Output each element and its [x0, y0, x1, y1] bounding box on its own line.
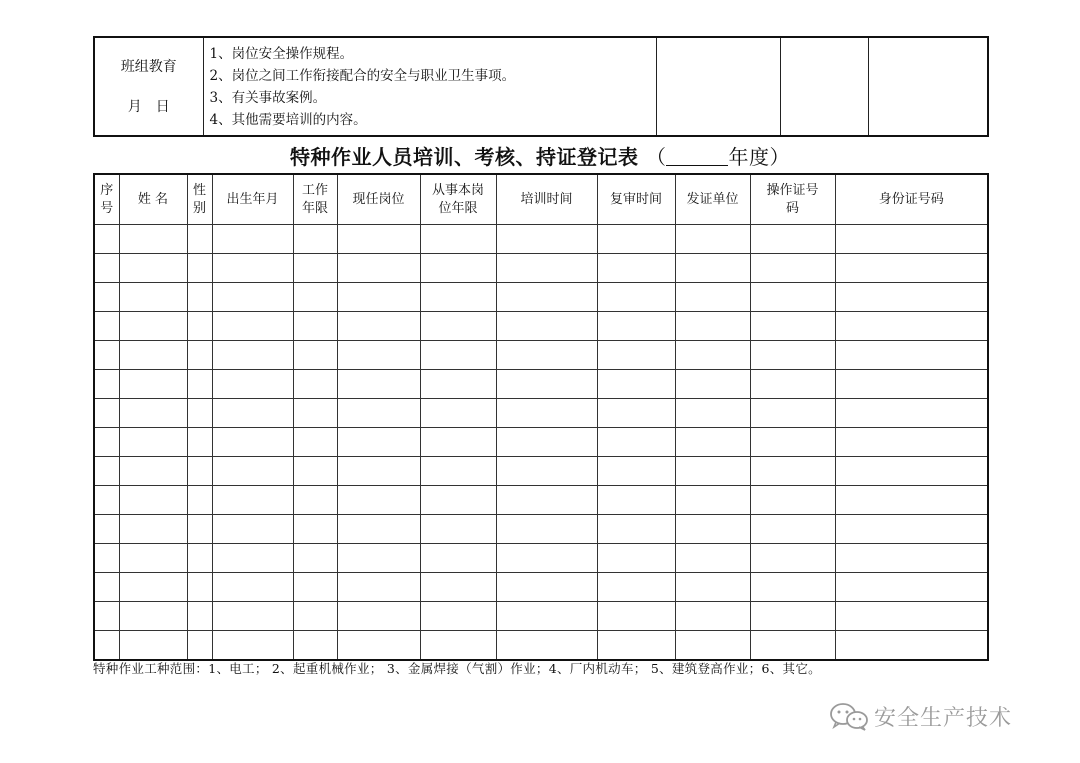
- table-row: [94, 515, 988, 544]
- table-cell[interactable]: [119, 399, 187, 428]
- table-cell[interactable]: [293, 602, 337, 631]
- registration-table: [93, 173, 989, 661]
- table-cell[interactable]: [420, 631, 496, 661]
- table-cell[interactable]: [835, 312, 988, 341]
- table-cell[interactable]: [675, 399, 750, 428]
- table-cell[interactable]: [496, 370, 597, 399]
- table-cell[interactable]: [420, 341, 496, 370]
- table-cell[interactable]: [496, 312, 597, 341]
- table-cell[interactable]: [597, 486, 675, 515]
- column-header-text: 姓 名: [137, 191, 169, 207]
- table-cell[interactable]: [212, 225, 293, 254]
- column-header-text: 操作证号: [766, 182, 819, 198]
- table-cell[interactable]: [212, 254, 293, 283]
- table-cell[interactable]: [337, 254, 420, 283]
- column-header-text: 从事本岗: [431, 182, 484, 198]
- table-cell[interactable]: [835, 428, 988, 457]
- table-cell[interactable]: [94, 544, 119, 573]
- wechat-icon: [828, 701, 870, 731]
- table-cell[interactable]: [675, 457, 750, 486]
- table-cell[interactable]: [119, 602, 187, 631]
- table-row: [94, 486, 988, 515]
- table-cell[interactable]: [293, 399, 337, 428]
- table-cell[interactable]: [187, 341, 212, 370]
- table-cell[interactable]: [187, 225, 212, 254]
- table-cell[interactable]: [94, 486, 119, 515]
- table-cell[interactable]: [835, 254, 988, 283]
- table-cell[interactable]: [750, 631, 835, 661]
- table-cell[interactable]: [496, 457, 597, 486]
- table-cell[interactable]: [119, 225, 187, 254]
- column-header: [337, 174, 420, 225]
- table-cell[interactable]: [187, 283, 212, 312]
- table-cell[interactable]: [119, 486, 187, 515]
- table-row: [94, 602, 988, 631]
- table-row: [94, 225, 988, 254]
- table-cell[interactable]: [496, 428, 597, 457]
- table-cell[interactable]: [420, 573, 496, 602]
- table-cell[interactable]: [212, 544, 293, 573]
- table-cell[interactable]: [293, 457, 337, 486]
- table-cell[interactable]: [675, 602, 750, 631]
- job-scope-footnote: 特种作业工种范围：1、电工； 2、起重机械作业； 3、金属焊接（气割）作业；4、厂内机动车； 5、建筑登高作业；6、其它。: [93, 661, 821, 676]
- table-cell[interactable]: [337, 573, 420, 602]
- table-cell[interactable]: [119, 573, 187, 602]
- form-title: [0, 142, 1080, 172]
- table-cell[interactable]: [420, 399, 496, 428]
- table-cell[interactable]: [293, 341, 337, 370]
- table-cell[interactable]: [94, 399, 119, 428]
- table-cell[interactable]: [212, 515, 293, 544]
- table-cell[interactable]: [675, 341, 750, 370]
- table-cell[interactable]: [675, 631, 750, 661]
- table-cell[interactable]: [496, 399, 597, 428]
- education-blank-cell[interactable]: [656, 37, 780, 136]
- table-cell[interactable]: [750, 602, 835, 631]
- table-cell[interactable]: [337, 312, 420, 341]
- table-cell[interactable]: [337, 602, 420, 631]
- column-header-text: 复审时间: [609, 191, 662, 207]
- table-cell[interactable]: [337, 283, 420, 312]
- table-cell[interactable]: [597, 283, 675, 312]
- table-cell[interactable]: [94, 428, 119, 457]
- table-cell[interactable]: [187, 428, 212, 457]
- table-cell[interactable]: [119, 254, 187, 283]
- table-cell[interactable]: [119, 544, 187, 573]
- column-header-text: 出生年月: [226, 191, 279, 207]
- column-header: [420, 174, 496, 225]
- table-cell[interactable]: [94, 283, 119, 312]
- table-cell[interactable]: [750, 428, 835, 457]
- table-cell[interactable]: [597, 428, 675, 457]
- table-row: [94, 283, 988, 312]
- table-cell[interactable]: [420, 370, 496, 399]
- table-cell[interactable]: [420, 254, 496, 283]
- table-cell[interactable]: [597, 457, 675, 486]
- table-cell[interactable]: [212, 631, 293, 661]
- column-header-text: 身份证号码: [878, 191, 944, 207]
- column-header: [187, 174, 212, 225]
- table-cell[interactable]: [675, 225, 750, 254]
- column-header-text: 性: [192, 182, 206, 198]
- table-cell[interactable]: [94, 370, 119, 399]
- table-cell[interactable]: [119, 370, 187, 399]
- watermark-text: 安全生产技术: [874, 705, 1013, 731]
- table-cell[interactable]: [750, 486, 835, 515]
- column-header-text: 号: [100, 200, 114, 216]
- education-date-label: 月 日: [127, 98, 170, 115]
- table-cell[interactable]: [94, 457, 119, 486]
- table-cell[interactable]: [750, 515, 835, 544]
- table-cell[interactable]: [187, 312, 212, 341]
- table-cell[interactable]: [496, 283, 597, 312]
- table-cell[interactable]: [675, 428, 750, 457]
- table-row: [94, 312, 988, 341]
- table-cell[interactable]: [94, 631, 119, 661]
- education-blank-cell[interactable]: [868, 37, 988, 136]
- table-cell[interactable]: [597, 341, 675, 370]
- column-header: [750, 174, 835, 225]
- year-open-paren: （: [645, 145, 667, 169]
- column-header-text: 培训时间: [520, 191, 573, 207]
- table-cell[interactable]: [420, 457, 496, 486]
- table-cell[interactable]: [835, 486, 988, 515]
- column-header-text: 年限: [301, 200, 328, 216]
- table-cell[interactable]: [420, 544, 496, 573]
- form-title-text: 特种作业人员培训、考核、持证登记表: [290, 145, 639, 169]
- table-cell[interactable]: [293, 631, 337, 661]
- year-suffix: 年度）: [728, 145, 790, 169]
- table-cell[interactable]: [496, 573, 597, 602]
- table-cell[interactable]: [496, 515, 597, 544]
- column-header: [119, 174, 187, 225]
- table-cell[interactable]: [187, 254, 212, 283]
- table-cell[interactable]: [94, 573, 119, 602]
- column-header-text: 别: [192, 200, 206, 216]
- table-cell[interactable]: [750, 225, 835, 254]
- table-row: [94, 631, 988, 661]
- table-cell[interactable]: [212, 283, 293, 312]
- table-cell[interactable]: [597, 515, 675, 544]
- table-cell[interactable]: [835, 283, 988, 312]
- table-cell[interactable]: [496, 544, 597, 573]
- table-cell[interactable]: [750, 457, 835, 486]
- table-cell[interactable]: [337, 225, 420, 254]
- table-cell[interactable]: [94, 312, 119, 341]
- table-cell[interactable]: [420, 428, 496, 457]
- table-cell[interactable]: [496, 225, 597, 254]
- table-cell[interactable]: [597, 225, 675, 254]
- table-cell[interactable]: [212, 602, 293, 631]
- table-cell[interactable]: [119, 428, 187, 457]
- table-cell[interactable]: [293, 225, 337, 254]
- table-cell[interactable]: [212, 486, 293, 515]
- table-cell[interactable]: [337, 457, 420, 486]
- table-cell[interactable]: [337, 631, 420, 661]
- table-cell[interactable]: [94, 341, 119, 370]
- table-cell[interactable]: [496, 341, 597, 370]
- table-cell[interactable]: [420, 486, 496, 515]
- table-cell[interactable]: [597, 631, 675, 661]
- table-cell[interactable]: [212, 399, 293, 428]
- column-header: [212, 174, 293, 225]
- table-row: [94, 341, 988, 370]
- table-cell[interactable]: [496, 631, 597, 661]
- table-cell[interactable]: [94, 602, 119, 631]
- table-cell[interactable]: [187, 631, 212, 661]
- table-cell[interactable]: [119, 631, 187, 661]
- column-header: [94, 174, 119, 225]
- table-cell[interactable]: [496, 254, 597, 283]
- table-cell[interactable]: [675, 515, 750, 544]
- table-cell[interactable]: [187, 573, 212, 602]
- table-cell[interactable]: [337, 486, 420, 515]
- column-header: [597, 174, 675, 225]
- table-cell[interactable]: [293, 573, 337, 602]
- table-cell[interactable]: [496, 486, 597, 515]
- column-header: [293, 174, 337, 225]
- table-cell[interactable]: [119, 341, 187, 370]
- table-cell[interactable]: [420, 225, 496, 254]
- table-row: [94, 370, 988, 399]
- column-header-text: 发证单位: [686, 191, 739, 207]
- education-type-label: 班组教育: [120, 58, 177, 75]
- table-cell[interactable]: [293, 544, 337, 573]
- column-header-text: 序: [100, 182, 114, 198]
- table-row: [94, 573, 988, 602]
- table-cell[interactable]: [675, 254, 750, 283]
- table-cell[interactable]: [496, 602, 597, 631]
- table-cell[interactable]: [293, 486, 337, 515]
- column-header-text: 位年限: [438, 200, 478, 216]
- table-cell[interactable]: [750, 312, 835, 341]
- table-cell[interactable]: [293, 515, 337, 544]
- table-cell[interactable]: [187, 457, 212, 486]
- table-cell[interactable]: [187, 486, 212, 515]
- table-cell[interactable]: [94, 515, 119, 544]
- table-cell[interactable]: [597, 254, 675, 283]
- table-cell[interactable]: [187, 544, 212, 573]
- table-cell[interactable]: [750, 399, 835, 428]
- table-cell[interactable]: [293, 428, 337, 457]
- table-row: [94, 544, 988, 573]
- table-cell[interactable]: [119, 515, 187, 544]
- table-cell[interactable]: [119, 457, 187, 486]
- year-field: [646, 145, 790, 169]
- table-cell[interactable]: [835, 225, 988, 254]
- table-cell[interactable]: [119, 312, 187, 341]
- table-cell[interactable]: [597, 370, 675, 399]
- table-cell[interactable]: [750, 544, 835, 573]
- table-cell[interactable]: [293, 254, 337, 283]
- table-cell[interactable]: [835, 602, 988, 631]
- table-cell[interactable]: [675, 312, 750, 341]
- table-cell[interactable]: [835, 515, 988, 544]
- table-cell[interactable]: [337, 370, 420, 399]
- watermark: [828, 699, 1012, 733]
- table-row: [94, 254, 988, 283]
- table-cell[interactable]: [420, 283, 496, 312]
- table-cell[interactable]: [212, 312, 293, 341]
- table-row: [94, 428, 988, 457]
- education-item: 1、岗位安全操作规程。: [209, 45, 354, 62]
- table-cell[interactable]: [337, 544, 420, 573]
- table-cell[interactable]: [337, 428, 420, 457]
- table-cell[interactable]: [293, 370, 337, 399]
- table-row: [94, 399, 988, 428]
- table-cell[interactable]: [835, 631, 988, 661]
- table-cell[interactable]: [337, 341, 420, 370]
- table-cell[interactable]: [293, 283, 337, 312]
- education-blank-cell[interactable]: [780, 37, 868, 136]
- education-item: 2、岗位之间工作衔接配合的安全与职业卫生事项。: [209, 67, 516, 84]
- table-cell[interactable]: [420, 515, 496, 544]
- column-header: [835, 174, 988, 225]
- table-cell[interactable]: [597, 312, 675, 341]
- table-cell[interactable]: [675, 370, 750, 399]
- table-cell[interactable]: [212, 573, 293, 602]
- education-content-cell: [203, 37, 656, 136]
- table-cell[interactable]: [187, 399, 212, 428]
- table-cell[interactable]: [212, 457, 293, 486]
- year-blank-input[interactable]: [666, 145, 728, 166]
- education-label-cell: [94, 37, 203, 136]
- table-cell[interactable]: [750, 573, 835, 602]
- table-cell[interactable]: [835, 399, 988, 428]
- table-cell[interactable]: [675, 573, 750, 602]
- column-header: [496, 174, 597, 225]
- table-cell[interactable]: [835, 341, 988, 370]
- table-cell[interactable]: [835, 544, 988, 573]
- table-cell[interactable]: [212, 341, 293, 370]
- table-cell[interactable]: [119, 283, 187, 312]
- table-cell[interactable]: [337, 399, 420, 428]
- column-header-text: 工作: [301, 182, 328, 198]
- table-cell[interactable]: [337, 515, 420, 544]
- column-header-text: 码: [785, 200, 799, 216]
- table-cell[interactable]: [835, 457, 988, 486]
- table-cell[interactable]: [187, 602, 212, 631]
- table-cell[interactable]: [675, 544, 750, 573]
- column-header: [675, 174, 750, 225]
- table-cell[interactable]: [675, 283, 750, 312]
- table-cell[interactable]: [420, 602, 496, 631]
- table-cell[interactable]: [750, 341, 835, 370]
- table-cell[interactable]: [597, 399, 675, 428]
- table-row: [94, 457, 988, 486]
- table-cell[interactable]: [187, 370, 212, 399]
- table-cell[interactable]: [750, 254, 835, 283]
- education-item: 4、其他需要培训的内容。: [209, 111, 367, 128]
- table-cell[interactable]: [187, 515, 212, 544]
- table-cell[interactable]: [750, 283, 835, 312]
- table-cell[interactable]: [94, 225, 119, 254]
- table-cell[interactable]: [597, 544, 675, 573]
- table-cell[interactable]: [293, 312, 337, 341]
- education-item: 3、有关事故案例。: [209, 89, 327, 106]
- table-cell[interactable]: [420, 312, 496, 341]
- table-cell[interactable]: [597, 573, 675, 602]
- table-cell[interactable]: [675, 486, 750, 515]
- education-table: [93, 36, 989, 137]
- table-cell[interactable]: [835, 370, 988, 399]
- table-header-row: [94, 174, 988, 225]
- table-cell[interactable]: [750, 370, 835, 399]
- column-header-text: 现任岗位: [352, 191, 405, 207]
- table-cell[interactable]: [212, 370, 293, 399]
- table-cell[interactable]: [94, 254, 119, 283]
- table-cell[interactable]: [212, 428, 293, 457]
- table-cell[interactable]: [597, 602, 675, 631]
- table-cell[interactable]: [835, 573, 988, 602]
